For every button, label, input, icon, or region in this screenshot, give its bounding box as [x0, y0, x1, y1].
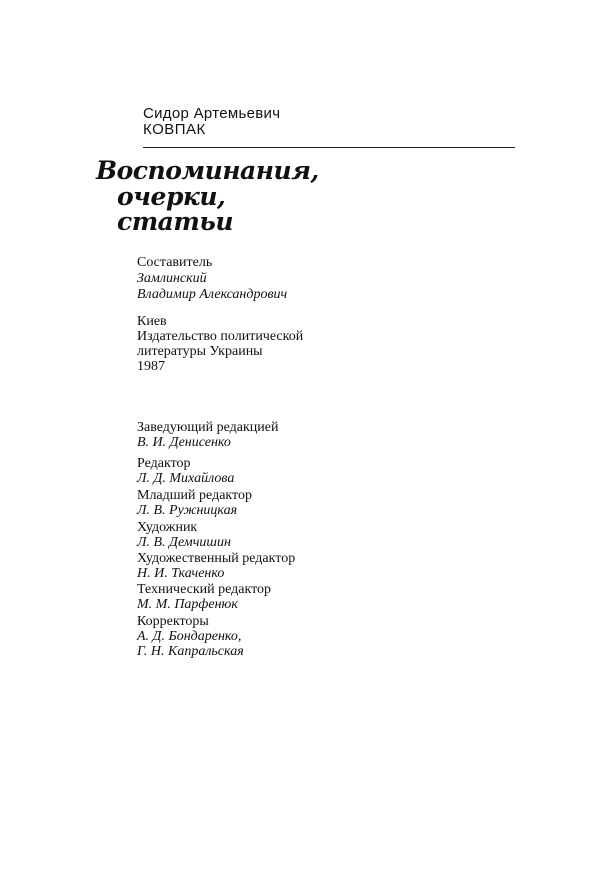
credit-role: Художественный редактор	[137, 551, 296, 566]
title-rule	[143, 147, 515, 148]
author-last-name: КОВПАК	[143, 121, 206, 138]
author-first-names: Сидор Артемьевич	[143, 105, 281, 122]
title-line-3: статьи	[117, 207, 233, 236]
credit-role: Художник	[137, 520, 198, 535]
credit-role: Корректоры	[137, 614, 209, 629]
publisher-city: Киев	[137, 314, 167, 329]
credit-name: Н. И. Ткаченко	[137, 566, 225, 581]
compiler-name-1: Замлинский	[137, 271, 207, 286]
credit-role: Технический редактор	[137, 582, 272, 597]
title-line-2: очерки,	[117, 182, 226, 211]
credit-name: Л. В. Демчишин	[137, 535, 231, 550]
compiler-label: Составитель	[137, 255, 213, 270]
publisher-line-1: Издательство политической	[137, 329, 304, 344]
credit-name: Л. В. Ружницкая	[137, 503, 238, 518]
credit-role: Редактор	[137, 456, 191, 471]
credit-role: Заведующий редакцией	[137, 420, 279, 435]
credit-role: Младший редактор	[137, 488, 252, 503]
title-line-1: Воспоминания,	[96, 156, 319, 185]
credit-name: А. Д. Бондаренко,	[137, 629, 242, 644]
publisher-line-2: литературы Украины	[137, 344, 263, 359]
credit-name: В. И. Денисенко	[137, 435, 231, 450]
compiler-name-2: Владимир Александрович	[137, 287, 288, 302]
credit-name: М. М. Парфенюк	[137, 597, 238, 612]
publisher-year: 1987	[137, 359, 165, 374]
credit-name: Г. Н. Капральская	[137, 644, 244, 659]
credit-name: Л. Д. Михайлова	[137, 471, 235, 486]
